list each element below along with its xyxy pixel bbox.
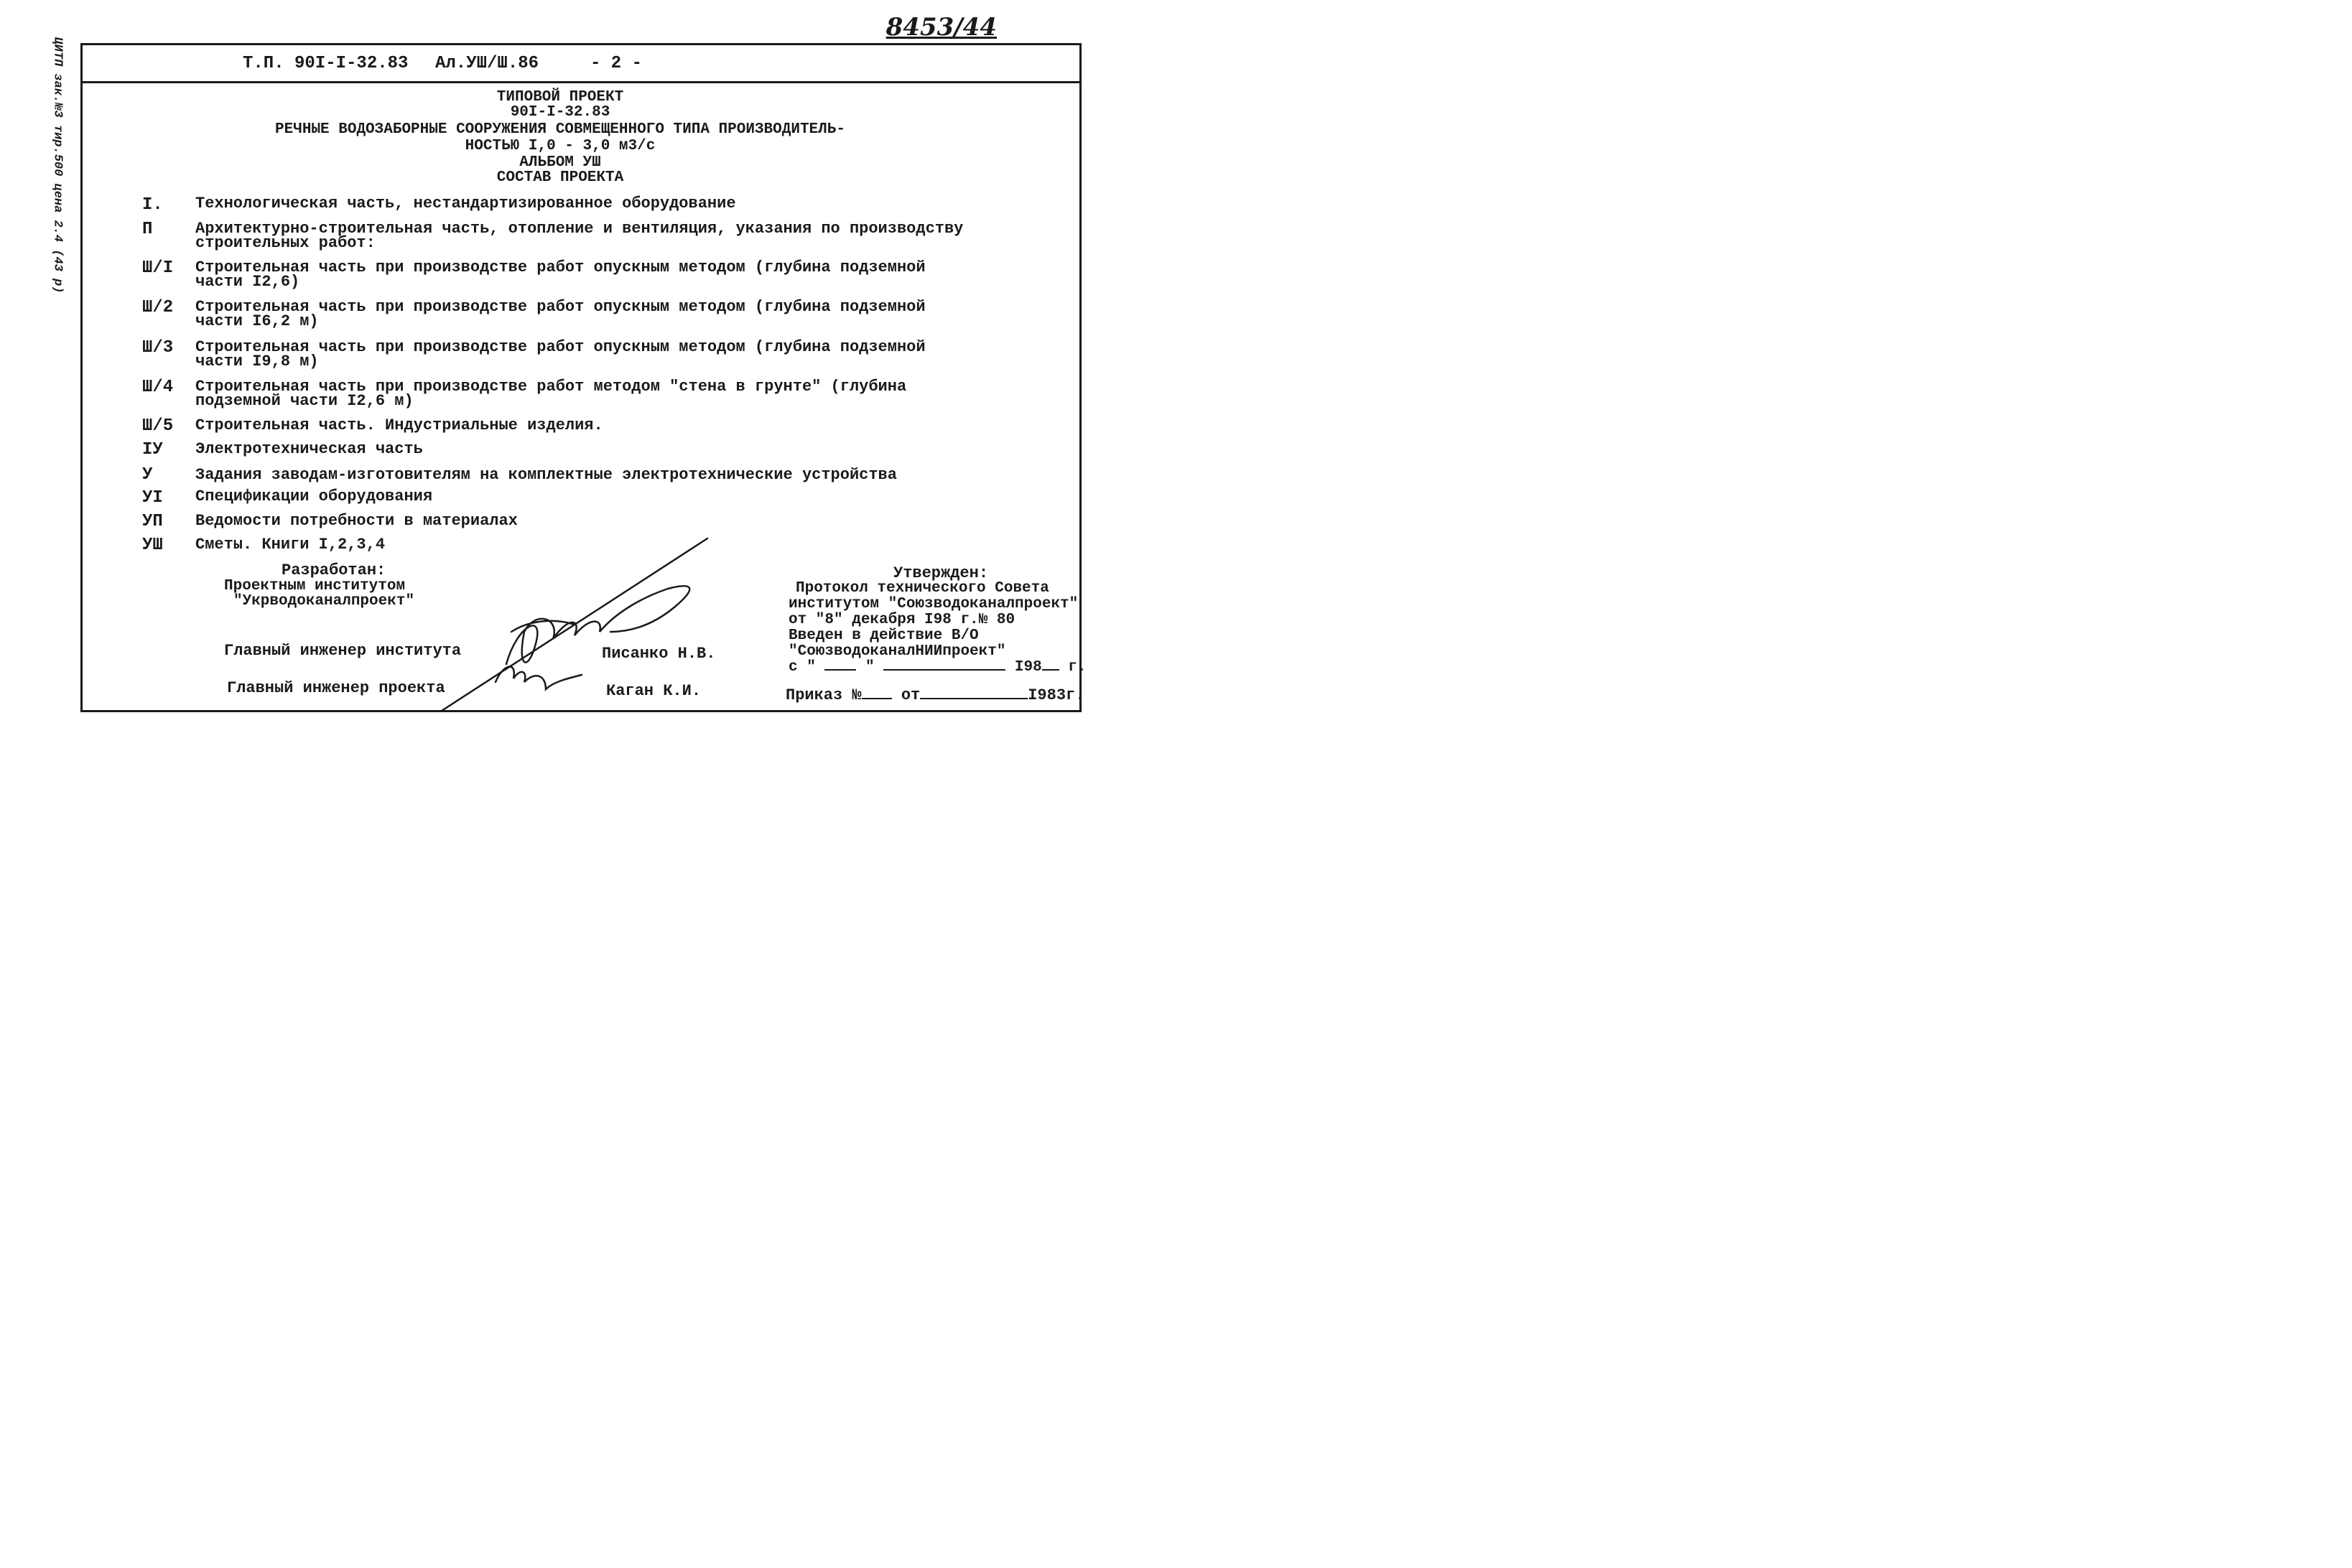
archive-number: 8453/44 (886, 13, 997, 42)
list-item: Электротехническая часть (195, 440, 423, 458)
order-date-blank (920, 686, 1028, 699)
list-item: Технологическая часть, нестандартизированное оборудование (195, 195, 736, 213)
item-number: УI (142, 488, 163, 508)
signer-name: Писанко Н.В. (602, 645, 716, 663)
list-item: Сметы. Книги I,2,3,4 (195, 536, 386, 554)
order-year: I983г. (1028, 686, 1085, 704)
item-number: Ш/2 (142, 298, 174, 317)
list-item: Строительная часть при производстве работ опускным методом (глубина подземной части I6,2 м) (195, 298, 926, 330)
signer-role: Главный инженер проекта (227, 679, 445, 697)
order-prefix: Приказ № (786, 686, 862, 704)
date-month-blank (883, 658, 1005, 671)
title-line-5: АЛЬБОМ УШ (519, 154, 601, 171)
item-number: У (142, 465, 153, 485)
item-number: IУ (142, 440, 163, 459)
header-tp: Т.П. 90I-I-32.83 (243, 54, 409, 73)
date-year: I98 (1014, 659, 1042, 676)
list-item: Строительная часть. Индустриальные изделия. (195, 416, 603, 434)
developed-label: Разработан: (282, 561, 386, 579)
date-prefix: с " (789, 659, 816, 676)
item-number: I. (142, 195, 163, 215)
order-from: от (901, 686, 921, 704)
order-number-blank (862, 686, 892, 699)
item-number: УШ (142, 536, 163, 555)
title-line-4: НОСТЬЮ I,0 - 3,0 м3/с (465, 138, 656, 154)
list-item: Задания заводам-изготовителям на комплектные электротехнические устройства (195, 466, 897, 484)
title-line-2: 90I-I-32.83 (510, 104, 610, 121)
list-item: Строительная часть при производстве работ методом "стена в грунте" (глубина подземной части I2,6 м) (195, 378, 907, 410)
list-item: Ведомости потребности в материалах (195, 512, 518, 530)
item-number: Ш/4 (142, 378, 174, 397)
list-item: Спецификации оборудования (195, 487, 433, 505)
signer-role: Главный инженер института (224, 642, 462, 660)
approved-line-1: Протокол технического Совета (796, 580, 1049, 597)
title-line-3: РЕЧНЫЕ ВОДОЗАБОРНЫЕ СООРУЖЕНИЯ СОВМЕЩЕННОГО ТИПА ПРОИЗВОДИТЕЛЬ- (275, 121, 845, 138)
approved-line-4: Введен в действие В/О (789, 627, 979, 644)
approved-label: Утвержден: (893, 564, 989, 582)
approved-line-5: "СоюзводоканалНИИпроект" (789, 643, 1006, 660)
signer-name: Каган К.И. (606, 682, 702, 700)
approved-line-2: институтом "Союзводоканалпроект" (789, 596, 1079, 612)
title-line-6: СОСТАВ ПРОЕКТА (496, 169, 624, 186)
date-year-blank (1042, 658, 1059, 671)
header-page: - 2 - (590, 54, 643, 73)
list-item: Строительная часть при производстве работ опускным методом (глубина подземной части I9,8 м) (195, 338, 926, 370)
approved-date-line: с " " I98 г. (789, 659, 1087, 676)
list-item: Архитектурно-строительная часть, отопление и вентиляция, указания по производству строительных работ: (195, 220, 964, 252)
item-number: Ш/3 (142, 338, 174, 358)
item-number: Ш/5 (142, 416, 174, 436)
title-line-1: ТИПОВОЙ ПРОЕКТ (496, 89, 624, 106)
item-number: Ш/I (142, 258, 174, 278)
approved-line-3: от "8" декабря I98 г.№ 80 (789, 612, 1015, 628)
order-line (786, 686, 1084, 704)
item-number: УП (142, 512, 163, 531)
developed-institute-name: "Укрводоканалпроект" (233, 593, 415, 610)
date-suffix: г. (1068, 659, 1087, 676)
developed-institute: Проектным институтом (224, 578, 406, 594)
date-day-blank (824, 658, 856, 671)
list-item: Строительная часть при производстве работ опускным методом (глубина подземной части I2,6) (195, 258, 926, 291)
header-album: Ал.УШ/Ш.86 (435, 54, 539, 73)
side-stamp-text: ЦИТП зак.№3 тир.500 цена 2.4 (43 р) (50, 37, 65, 294)
item-number: П (142, 220, 153, 239)
